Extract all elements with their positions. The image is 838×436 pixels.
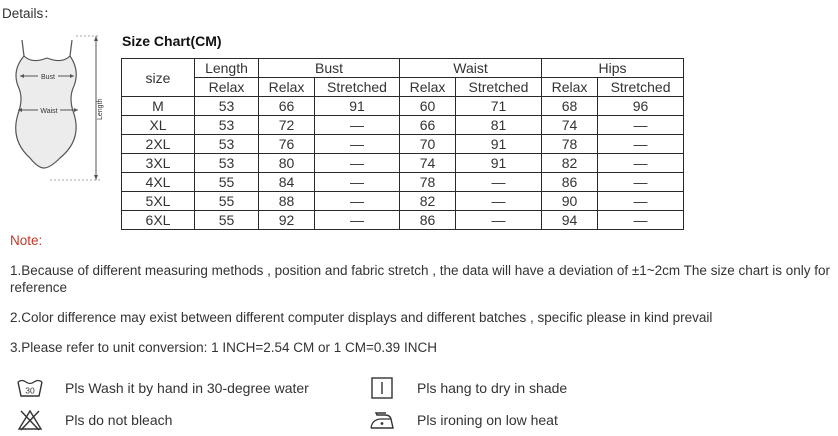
table-header-size: size xyxy=(122,59,195,97)
table-cell: — xyxy=(456,211,542,230)
table-row xyxy=(122,154,684,173)
table-cell: 53 xyxy=(195,97,259,116)
table-cell: 88 xyxy=(259,192,315,211)
table-cell: — xyxy=(315,154,400,173)
table-subheader: Relax xyxy=(259,78,315,97)
table-cell: 81 xyxy=(456,116,542,135)
table-cell: 66 xyxy=(400,116,456,135)
table-cell: — xyxy=(315,116,400,135)
table-subheader: Stretched xyxy=(315,78,400,97)
table-cell: 82 xyxy=(542,154,598,173)
table-cell: 74 xyxy=(542,116,598,135)
table-header-length: Length xyxy=(195,59,259,78)
table-row xyxy=(122,173,684,192)
table-cell: — xyxy=(598,135,684,154)
table-cell: — xyxy=(598,154,684,173)
table-cell: — xyxy=(315,211,400,230)
care-no-bleach xyxy=(16,408,172,432)
table-row xyxy=(122,116,684,135)
note-line-1: 1.Because of different measuring methods , position and fabric stretch , the data will have a deviation of ±1~2cm The size chart is only for reference xyxy=(10,263,830,295)
chart-title: Size Chart(CM) xyxy=(122,33,222,49)
table-row xyxy=(122,97,684,116)
table-cell: 78 xyxy=(542,135,598,154)
swimsuit-figure-icon xyxy=(10,28,110,198)
care-hand-wash xyxy=(16,376,309,400)
table-cell: 55 xyxy=(195,211,259,230)
table-row xyxy=(122,135,684,154)
table-header-hips: Hips xyxy=(542,59,684,78)
table-cell: 70 xyxy=(400,135,456,154)
table-cell: 91 xyxy=(315,97,400,116)
size-chart-table xyxy=(121,58,684,230)
figure-length-label: Length xyxy=(97,98,104,120)
measurement-figure xyxy=(10,28,110,198)
care-text: Pls hang to dry in shade xyxy=(417,380,568,396)
table-cell: — xyxy=(456,173,542,192)
table-subheader: Stretched xyxy=(598,78,684,97)
table-subheader: Stretched xyxy=(456,78,542,97)
table-cell: — xyxy=(598,116,684,135)
table-cell: 53 xyxy=(195,135,259,154)
table-cell: — xyxy=(598,173,684,192)
table-cell: 71 xyxy=(456,97,542,116)
table-cell: XL xyxy=(122,116,195,135)
table-cell: M xyxy=(122,97,195,116)
table-row xyxy=(122,192,684,211)
care-iron-low xyxy=(368,408,558,432)
table-cell: — xyxy=(315,135,400,154)
table-cell: — xyxy=(315,192,400,211)
table-cell: 55 xyxy=(195,192,259,211)
table-row xyxy=(122,211,684,230)
table-cell: 82 xyxy=(400,192,456,211)
table-cell: 66 xyxy=(259,97,315,116)
table-cell: 5XL xyxy=(122,192,195,211)
table-cell: 90 xyxy=(542,192,598,211)
table-cell: 60 xyxy=(400,97,456,116)
figure-waist-label: Waist xyxy=(40,108,58,115)
table-cell: 3XL xyxy=(122,154,195,173)
table-cell: 4XL xyxy=(122,173,195,192)
care-text: Pls ironing on low heat xyxy=(417,412,558,428)
hang-dry-shade-icon xyxy=(368,376,396,400)
table-cell: 53 xyxy=(195,116,259,135)
wash-temp-label: 30 xyxy=(25,385,35,396)
iron-low-heat-icon xyxy=(368,408,396,432)
table-cell: 2XL xyxy=(122,135,195,154)
table-cell: — xyxy=(598,211,684,230)
hand-wash-30-icon xyxy=(16,376,44,400)
table-cell: 84 xyxy=(259,173,315,192)
table-cell: 55 xyxy=(195,173,259,192)
table-cell: 94 xyxy=(542,211,598,230)
table-cell: 78 xyxy=(400,173,456,192)
table-cell: 86 xyxy=(400,211,456,230)
table-subheader: Relax xyxy=(400,78,456,97)
note-title: Note: xyxy=(10,233,43,248)
note-line-2: 2.Color difference may exist between different computer displays and different batches , specific please in kind prevail xyxy=(10,310,713,325)
table-cell: 80 xyxy=(259,154,315,173)
table-cell: 96 xyxy=(598,97,684,116)
figure-bust-label: Bust xyxy=(40,74,56,81)
table-cell: 92 xyxy=(259,211,315,230)
care-text: Pls do not bleach xyxy=(65,412,173,428)
table-cell: — xyxy=(456,192,542,211)
table-cell: 91 xyxy=(456,135,542,154)
table-header-bust: Bust xyxy=(259,59,400,78)
details-label: Details： xyxy=(2,6,57,21)
table-cell: — xyxy=(315,173,400,192)
table-subheader: Relax xyxy=(195,78,259,97)
table-cell: 76 xyxy=(259,135,315,154)
table-cell: 53 xyxy=(195,154,259,173)
table-subheader-row xyxy=(122,78,684,97)
table-cell: 6XL xyxy=(122,211,195,230)
table-header-waist: Waist xyxy=(400,59,542,78)
table-header-row xyxy=(122,59,684,78)
do-not-bleach-icon xyxy=(16,408,44,432)
table-cell: — xyxy=(598,192,684,211)
table-cell: 72 xyxy=(259,116,315,135)
care-hang-dry xyxy=(368,376,567,400)
table-subheader: Relax xyxy=(542,78,598,97)
table-cell: 68 xyxy=(542,97,598,116)
care-text: Pls Wash it by hand in 30-degree water xyxy=(65,380,309,396)
table-cell: 91 xyxy=(456,154,542,173)
table-cell: 74 xyxy=(400,154,456,173)
table-cell: 86 xyxy=(542,173,598,192)
note-line-3: 3.Please refer to unit conversion: 1 INCH=2.54 CM or 1 CM=0.39 INCH xyxy=(10,340,437,355)
